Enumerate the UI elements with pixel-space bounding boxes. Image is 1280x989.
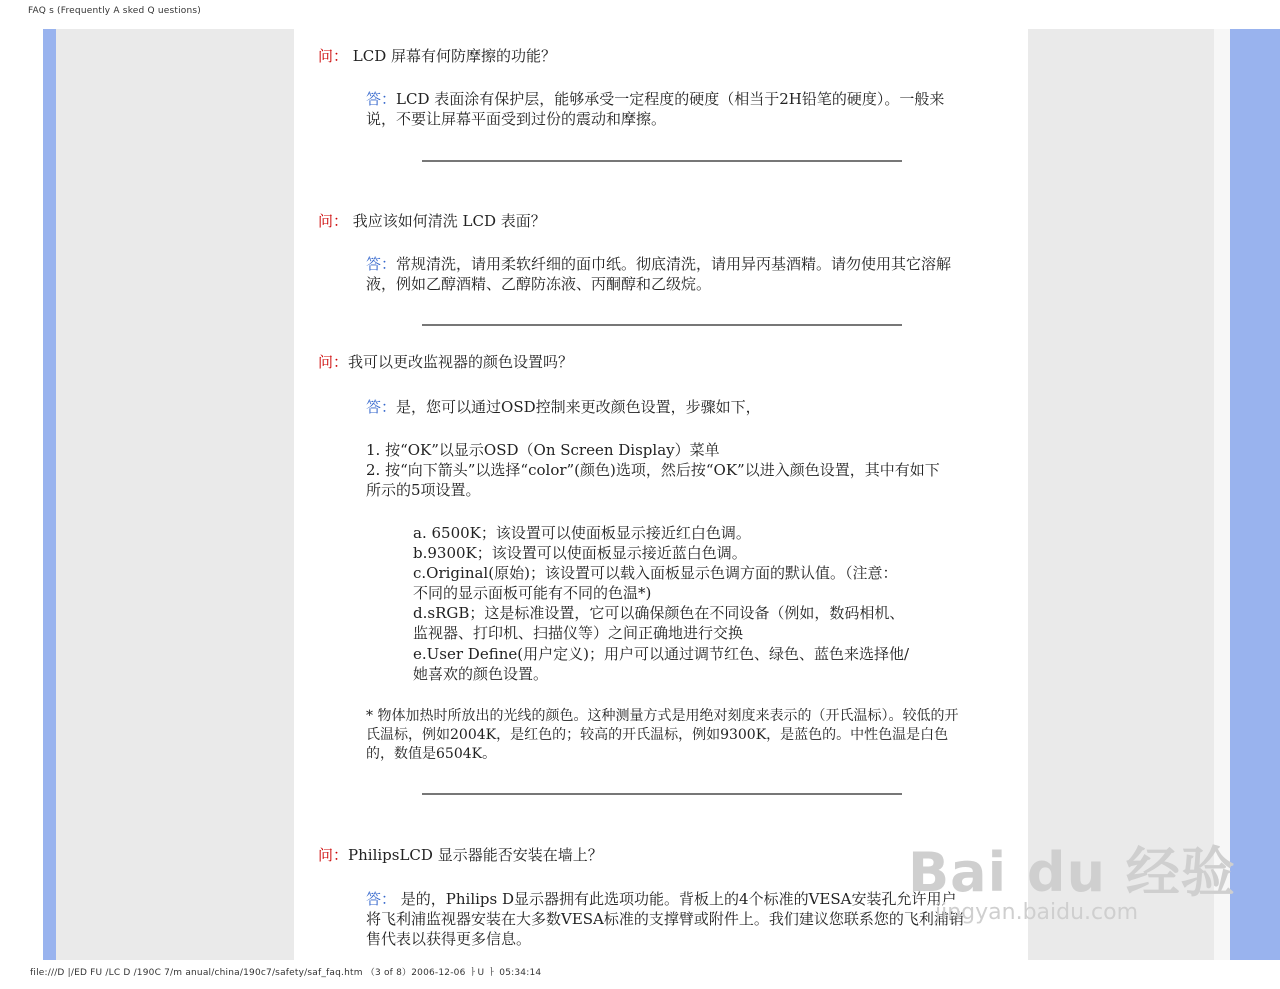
faq-question-1 [318, 46, 556, 66]
divider-1 [422, 160, 902, 162]
option-c: c.Original(原始)；该设置可以载入面板显示色调方面的默认值。（注意：不同的显示面板可能有不同的色温*) [413, 564, 898, 602]
baidu-watermark-url: jingyan.baidu.com [935, 900, 1139, 925]
left-panel [56, 29, 294, 960]
faq-answer-1 [366, 89, 966, 129]
faq-question-3 [318, 352, 573, 372]
faq-question-4 [318, 845, 603, 865]
question-mark-label: 问： [318, 846, 349, 864]
option-a: a. 6500K；该设置可以使面板显示接近红白色调。 [413, 524, 751, 542]
left-accent-bar [43, 29, 56, 960]
page-footer-path: file:///D |/ED FU /LC D /190C 7/m anual/china/190c7/safety/saf_faq.htm （3 of 8）2006-12-06 ￂU ￂ 05:34:14 [30, 968, 542, 978]
right-strip [1214, 29, 1230, 960]
baidu-watermark-logo: Bai du 经验 [908, 841, 1236, 904]
question-mark-label: 问： [318, 212, 349, 230]
question-text: LCD 屏幕有何防摩擦的功能？ [348, 47, 557, 65]
page-header-title: FAQ s (Frequently A sked Q uestions) [28, 6, 202, 16]
question-mark-label: 问： [318, 47, 349, 65]
answer-text: LCD 表面涂有保护层，能够承受一定程度的硬度（相当于2H铅笔的硬度）。一般来说，不要让屏幕平面受到过份的震动和摩擦。 [366, 90, 945, 128]
question-text: 我可以更改监视器的颜色设置吗？ [348, 353, 574, 371]
option-b: b.9300K；该设置可以使面板显示接近蓝白色调。 [413, 544, 747, 562]
answer-mark-label: 答： [366, 890, 397, 908]
step-2: 2. 按“向下箭头”以选择“color”(颜色)选项，然后按“OK”以进入颜色设置，其中有如下所示的5项设置。 [366, 461, 940, 499]
faq-question-2 [318, 211, 546, 231]
question-text: PhilipsLCD 显示器能否安装在墙上？ [348, 846, 603, 864]
divider-3 [422, 793, 902, 795]
right-accent-bar [1230, 29, 1280, 960]
faq-answer-3 [366, 397, 966, 417]
color-temperature-note: * 物体加热时所放出的光线的颜色。这种测量方式是用绝对刻度来表示的（开氏温标）。较低的开氏温标，例如2004K，是红色的；较高的开氏温标，例如9300K，是蓝色的。中性色温是白色的，数值是6504K。 [366, 708, 959, 762]
step-1: 1. 按“OK”以显示OSD（On Screen Display）菜单 [366, 441, 720, 459]
question-text: 我应该如何清洗 LCD 表面？ [348, 212, 546, 230]
answer-mark-label: 答： [366, 398, 397, 416]
option-e: e.User Define(用户定义)；用户可以通过调节红色、绿色、蓝色来选择他/她喜欢的颜色设置。 [413, 645, 910, 683]
divider-2 [422, 324, 902, 326]
answer-text: 是的，Philips D显示器拥有此选项功能。背板上的4个标准的VESA安装孔允许用户将飞利浦监视器安装在大多数VESA标准的支撑臂或附件上。我们建议您联系您的飞利浦销售代表以获得更多信息。 [366, 890, 964, 948]
answer-mark-label: 答： [366, 255, 397, 273]
right-panel [1028, 29, 1214, 960]
option-d: d.sRGB；这是标准设置，它可以确保颜色在不同设备（例如，数码相机、监视器、打印机、扫描仪等）之间正确地进行交换 [413, 604, 905, 642]
faq-answer-2 [366, 254, 966, 294]
answer-text: 是，您可以通过OSD控制来更改颜色设置，步骤如下， [396, 398, 761, 416]
question-mark-label: 问： [318, 353, 349, 371]
faq-answer-4 [366, 889, 966, 949]
answer-mark-label: 答： [366, 90, 397, 108]
answer-text: 常规清洗，请用柔软纤细的面巾纸。彻底清洗，请用异丙基酒精。请勿使用其它溶解液，例如乙醇酒精、乙醇防冻液、丙酮醇和乙级烷。 [366, 255, 952, 293]
